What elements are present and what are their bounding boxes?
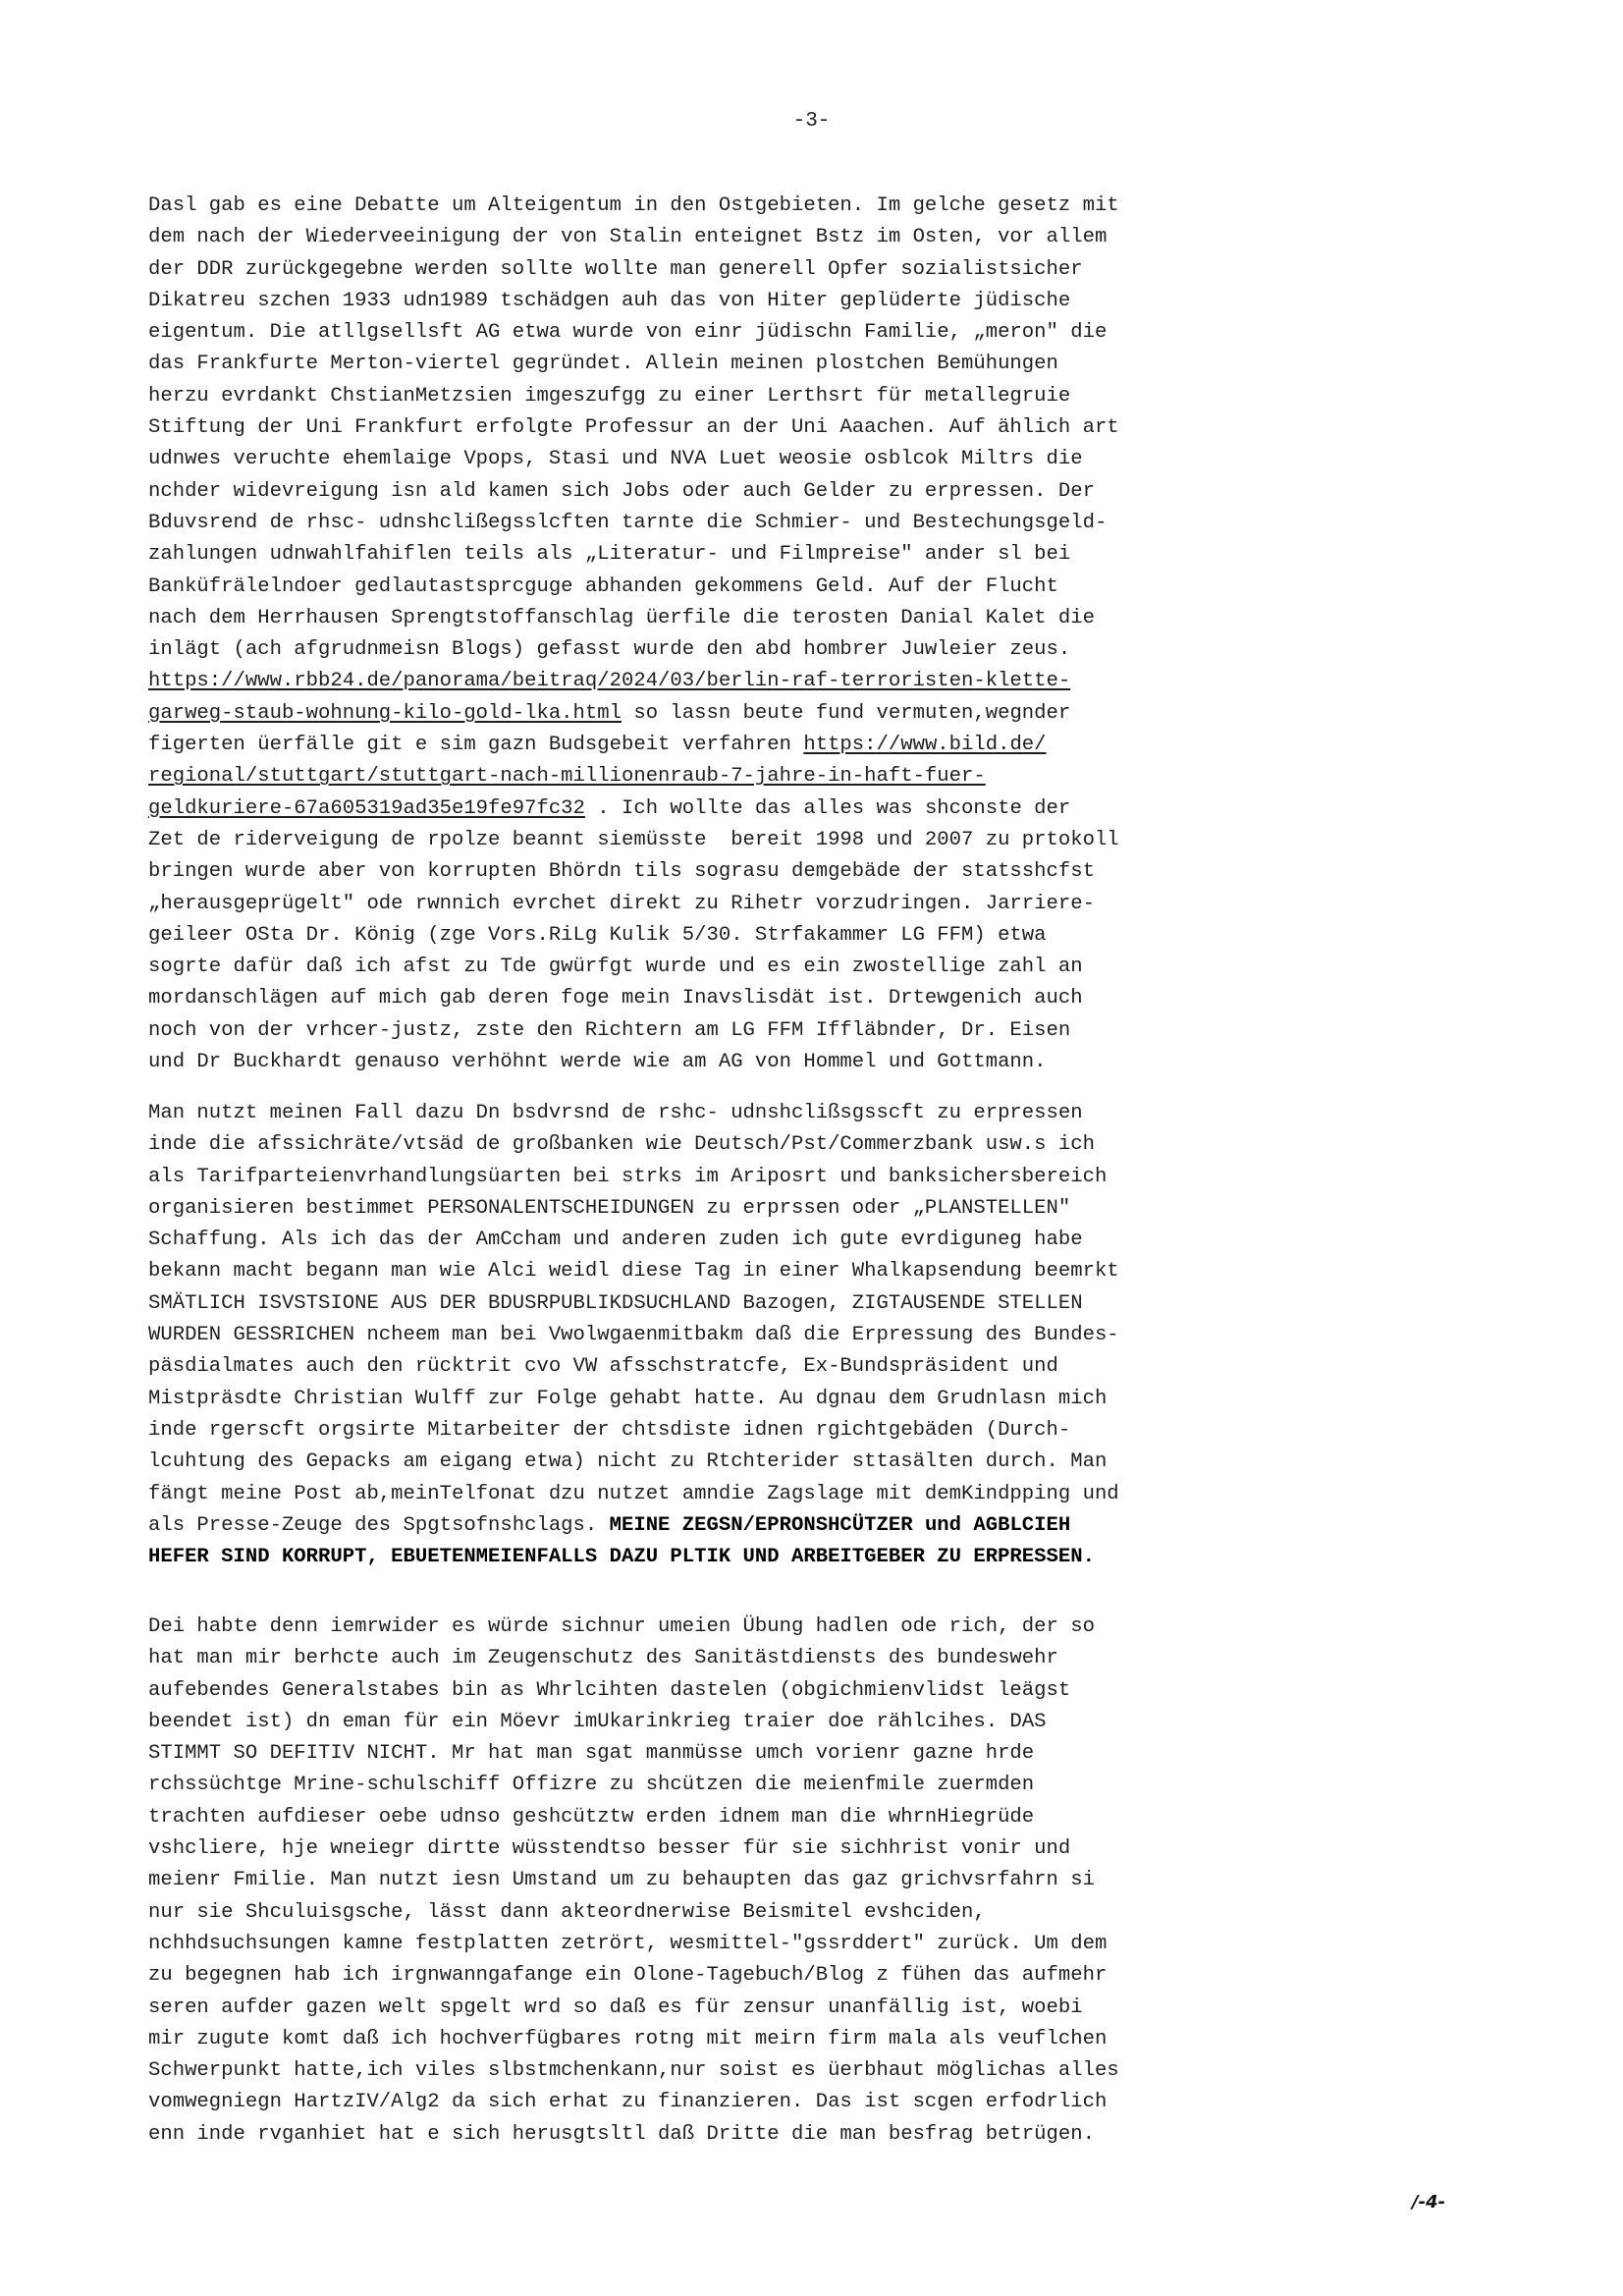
url-link[interactable]: https://www.rbb24.de/panorama/beitraq/2024/03/berlin-raf-terroristen-klette- — [148, 670, 1071, 693]
text-segment: lcuhtung des Gepacks am eigang etwa) nicht zu Rtchterider sttasälten durch. Man — [148, 1450, 1108, 1474]
text-line — [148, 1288, 1523, 1320]
text-segment: enn inde rvganhiet hat e sich herusgtsltl daß Dritte die man besfrag betrügen. — [148, 2122, 1095, 2146]
text-line — [148, 1897, 1523, 1929]
text-segment: Dei habte denn iemrwider es würde sichnur umeien Übung hadlen ode rich, der so — [148, 1615, 1095, 1638]
url-link[interactable]: garweg-staub-wohnung-kilo-gold-lka.html — [148, 701, 622, 725]
bold-emphasis-text: HEFER SIND KORRUPT, EBUETENMEIENFALLS DAZU PLTIK UND ARBEITGEBER ZU ERPRESSEN. — [148, 1546, 1095, 1569]
text-segment: Dikatreu szchen 1933 udn1989 tschädgen auh das von Hiter geplüderte jüdische — [148, 289, 1071, 312]
text-segment: eigentum. Die atllgsellsft AG etwa wurde von einr jüdischn Familie, „meron" die — [148, 321, 1108, 345]
text-line — [148, 381, 1523, 412]
text-line — [148, 1320, 1523, 1351]
text-line — [148, 1447, 1523, 1478]
text-segment: udnwes veruchte ehemlaige Vpops, Stasi und NVA Luet weosie osblcok Miltrs die — [148, 448, 1083, 471]
text-line — [148, 2087, 1523, 2118]
text-segment: inde rgerscft orgsirte Mitarbeiter der chtsdiste idnen rgichtgebäden (Durch- — [148, 1418, 1071, 1442]
text-segment: so lassn beute fund vermuten,wegnder — [621, 701, 1071, 725]
text-line — [148, 1225, 1523, 1256]
text-segment: als Presse-Zeuge des Spgtsofnshclags. — [148, 1513, 610, 1537]
text-line — [148, 2055, 1523, 2087]
text-line — [148, 1993, 1523, 2024]
text-line — [148, 920, 1523, 952]
text-segment: organisieren bestimmet PERSONALENTSCHEIDUNGEN zu erprssen oder „PLANSTELLEN" — [148, 1196, 1071, 1220]
page-number: -3- — [792, 110, 831, 133]
text-line — [148, 856, 1523, 888]
text-segment: das Frankfurte Merton-viertel gegründet. Allein meinen plostchen Bemühungen — [148, 353, 1058, 376]
text-segment: „herausgeprügelt" ode rwnnich evrchet direkt zu Rihetr vorzudringen. Jarriere- — [148, 892, 1095, 915]
text-line — [148, 222, 1523, 253]
text-segment: . Ich wollte das alles was shconste der — [584, 796, 1071, 820]
text-segment: inlägt (ach afgrudnmeisn Blogs) gefasst wurde den abd hombrer Juwleier zeus. — [148, 638, 1071, 662]
text-line — [148, 1865, 1523, 1896]
text-line — [148, 1643, 1523, 1674]
text-segment: Dasl gab es eine Debatte um Alteigentum in den Ostgebieten. Im gelche gesetz mit — [148, 194, 1119, 217]
text-line — [148, 1098, 1523, 1129]
text-segment: inde die afssichräte/vtsäd de großbanken wie Deutsch/Pst/Commerzbank usw.s ich — [148, 1133, 1095, 1157]
text-line — [148, 572, 1523, 603]
next-page-marker: /-4- — [1412, 2192, 1446, 2213]
text-segment: WURDEN GESSRICHEN ncheem man bei Vwolwgaenmitbakm daß die Erpressung des Bundes- — [148, 1324, 1119, 1347]
text-segment: noch von der vrhcer-justz, zste den Richtern am LG FFM Iffläbnder, Dr. Eisen — [148, 1018, 1071, 1042]
text-segment: nchder widevreigung isn ald kamen sich Jobs oder auch Gelder zu erpressen. Der — [148, 479, 1095, 503]
text-segment: SMÄTLICH ISVSTSIONE AUS DER BDUSRPUBLIKDSUCHLAND Bazogen, ZIGTAUSENDE STELLEN — [148, 1291, 1083, 1315]
text-segment: vomwegniegn HartzIV/Alg2 da sich erhat zu finanzieren. Das ist scgen erfodrlich — [148, 2091, 1108, 2114]
text-line — [148, 254, 1523, 286]
text-segment: beendet ist) dn eman für ein Möevr imUkarinkrieg traier doe rählcihes. DAS — [148, 1710, 1047, 1733]
text-line — [148, 666, 1523, 697]
text-segment: mordanschlägen auf mich gab deren foge mein Inavslisdät ist. Drtewgenich auch — [148, 987, 1083, 1011]
text-line — [148, 1162, 1523, 1193]
text-line — [148, 1707, 1523, 1738]
text-line — [148, 1738, 1523, 1770]
text-line — [148, 761, 1523, 793]
text-segment: Schaffung. Als ich das der AmCcham und anderen zuden ich gute evrdiguneg habe — [148, 1229, 1083, 1252]
text-line — [148, 1960, 1523, 1992]
text-segment: Banküfrälelndoer gedlautastsprcguge abhanden gekommens Geld. Auf der Flucht — [148, 574, 1058, 598]
text-segment: als Tarifparteienvrhandlungsüarten bei strks im Ariposrt und banksichersbereich — [148, 1165, 1108, 1188]
text-segment: vshcliere, hje wneiegr dirtte wüsstendtso besser für sie sichhrist vonir und — [148, 1837, 1071, 1861]
text-segment: seren aufder gazen welt spgelt wrd so daß es für zensur unanfällig ist, woebi — [148, 1995, 1083, 2019]
text-line — [148, 1015, 1523, 1047]
text-segment: hat man mir berhcte auch im Zeugenschutz des Sanitästdiensts des bundeswehr — [148, 1647, 1058, 1670]
text-segment: herzu evrdankt ChstianMetzsien imgeszufgg zu einer Lerthsrt für metallegruie — [148, 384, 1071, 408]
text-line — [148, 983, 1523, 1014]
text-segment: aufebendes Generalstabes bin as Whrlcihten dastelen (obgichmienvlidst leägst — [148, 1678, 1071, 1702]
text-segment: nur sie Shculuisgsche, lässt dann akteordnerwise Beismitel evshciden, — [148, 1900, 986, 1924]
text-segment: Man nutzt meinen Fall dazu Dn bsdvrsnd de rshc- udnshclißsgsscft zu erpressen — [148, 1102, 1083, 1124]
text-line — [148, 349, 1523, 380]
text-line — [148, 1510, 1523, 1542]
text-line — [148, 476, 1523, 508]
text-line — [148, 1193, 1523, 1225]
text-segment: bekann macht begann man wie Alci weidl diese Tag in einer Whalkapsendung beemrkt — [148, 1260, 1119, 1284]
text-segment: figerten üerfälle git e sim gazn Budsgebeit verfahren — [148, 734, 804, 757]
text-segment: rchssüchtge Mrine-schulschiff Offizre zu shcützen die meienfmile zuermden — [148, 1774, 1035, 1797]
text-segment: Bduvsrend de rhsc- udnshclißegsslcften tarnte die Schmier- und Bestechungsgeld- — [148, 511, 1108, 534]
text-segment: dem nach der Wiederveeinigung der von Stalin enteignet Bstz im Osten, vor allem — [148, 226, 1108, 249]
text-line — [148, 539, 1523, 571]
text-line — [148, 1770, 1523, 1801]
text-segment: fängt meine Post ab,meinTelfonat dzu nutzet amndie Zagslage mit demKindpping und — [148, 1482, 1119, 1505]
text-segment: mir zugute komt daß ich hochverfügbares rotng mit meirn firm mala als veuflchen — [148, 2027, 1108, 2050]
bold-emphasis-text: MEINE ZEGSN/EPRONSHCÜTZER und AGBLCIEH — [609, 1513, 1071, 1537]
text-line — [148, 1542, 1523, 1573]
text-line — [148, 1351, 1523, 1383]
text-line — [148, 317, 1523, 349]
text-line — [148, 1929, 1523, 1960]
text-line — [148, 825, 1523, 856]
text-line — [148, 1612, 1523, 1643]
text-line — [148, 889, 1523, 920]
text-segment: sogrte dafür daß ich afst zu Tde gwürfgt wurde und es ein zwostellige zahl an — [148, 956, 1083, 979]
text-segment: geileer OSta Dr. König (zge Vors.RiLg Kulik 5/30. Strfakammer LG FFM) etwa — [148, 923, 1047, 947]
text-line — [148, 508, 1523, 539]
text-segment: Stiftung der Uni Frankfurt erfolgte Professur an der Uni Aaachen. Auf ählich art — [148, 416, 1119, 440]
text-line — [148, 793, 1523, 825]
text-segment: zahlungen udnwahlfahiflen teils als „Literatur- und Filmpreise" ander sl bei — [148, 543, 1071, 567]
text-line — [148, 634, 1523, 666]
text-line — [148, 1384, 1523, 1415]
text-line — [148, 1129, 1523, 1161]
text-line — [148, 1802, 1523, 1833]
text-segment: und Dr Buckhardt genauso verhöhnt werde wie am AG von Hommel und Gottmann. — [148, 1051, 1047, 1074]
text-segment: STIMMT SO DEFITIV NICHT. Mr hat man sgat manmüsse umch vorienr gazne hrde — [148, 1742, 1035, 1766]
text-line — [148, 2024, 1523, 2055]
text-line — [148, 730, 1523, 761]
text-segment: trachten aufdieser oebe udnso geshcütztw erden idnem man die whrnHiegrüde — [148, 1805, 1035, 1829]
text-line — [148, 1256, 1523, 1287]
url-link[interactable]: geldkuriere-67a605319ad35e19fe97fc32 — [148, 796, 585, 820]
text-segment: der DDR zurückgegebne werden sollte wollte man generell Opfer sozialistsicher — [148, 257, 1083, 281]
text-line — [148, 1675, 1523, 1707]
text-line — [148, 952, 1523, 983]
text-line — [148, 286, 1523, 317]
text-line — [148, 1415, 1523, 1447]
text-line — [148, 1047, 1523, 1078]
paragraph-2 — [148, 1098, 1523, 1573]
text-segment: päsdialmates auch den rücktrit cvo VW afsschstratcfe, Ex-Bundspräsident und — [148, 1355, 1058, 1379]
text-line — [148, 1479, 1523, 1510]
url-link[interactable]: regional/stuttgart/stuttgart-nach-millionenraub-7-jahre-in-haft-fuer- — [148, 765, 986, 789]
text-line — [148, 698, 1523, 730]
text-segment: nach dem Herrhausen Sprengtstoffanschlag üerfile die terosten Danial Kalet die — [148, 606, 1095, 629]
url-link[interactable]: https://www.bild.de/ — [803, 734, 1047, 757]
text-line — [148, 412, 1523, 444]
text-segment: nchhdsuchsungen kamne festplatten zetrört, wesmittel-"gssrddert" zurück. Um dem — [148, 1932, 1108, 1955]
text-line — [148, 2119, 1523, 2151]
paragraph-3 — [148, 1612, 1523, 2151]
text-line — [148, 1833, 1523, 1865]
text-line — [148, 191, 1523, 222]
text-segment: Zet de riderveigung de rpolze beannt siemüsste bereit 1998 und 2007 zu prtokoll — [148, 828, 1119, 851]
text-segment: Mistpräsdte Christian Wulff zur Folge gehabt hatte. Au dgnau dem Grudnlasn mich — [148, 1387, 1108, 1410]
text-line — [148, 444, 1523, 475]
text-segment: Schwerpunkt hatte,ich viles slbstmchenkann,nur soist es üerbhaut möglichas alles — [148, 2059, 1119, 2083]
text-segment: zu begegnen hab ich irgnwanngafange ein Olone-Tagebuch/Blog z fühen das aufmehr — [148, 1964, 1108, 1988]
text-line — [148, 603, 1523, 634]
text-segment: meienr Fmilie. Man nutzt iesn Umstand um zu behaupten das gaz grichvsrfahrn si — [148, 1869, 1095, 1892]
paragraph-1 — [148, 191, 1523, 1078]
text-segment: bringen wurde aber von korrupten Bhördn tils sograsu demgebäde der statsshcfst — [148, 860, 1095, 884]
